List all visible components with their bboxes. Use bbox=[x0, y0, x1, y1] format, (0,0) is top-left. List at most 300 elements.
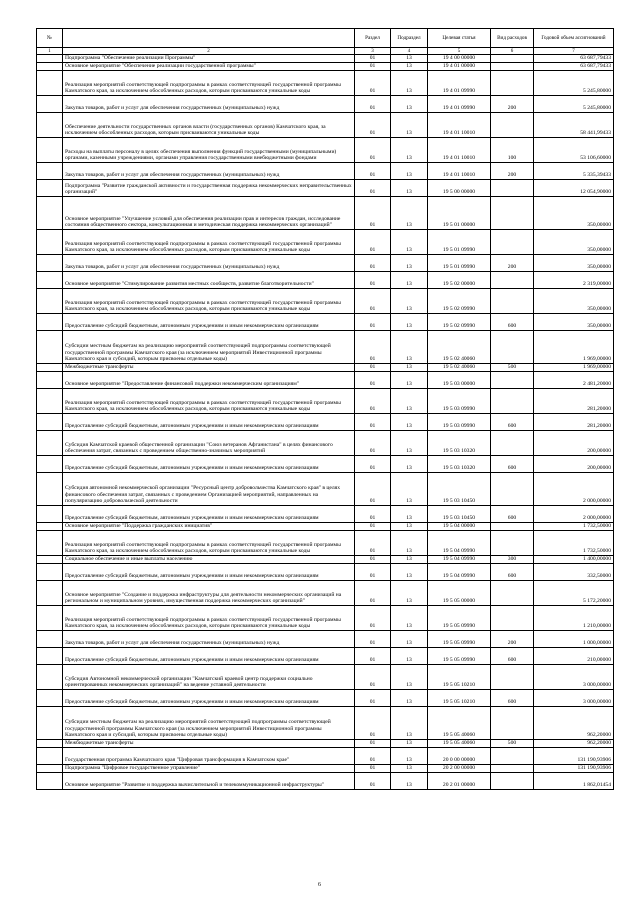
budget-table bbox=[36, 28, 614, 790]
table-row bbox=[37, 163, 614, 180]
cell-num bbox=[37, 55, 63, 63]
cell-annual-sum: 350,00000 bbox=[534, 230, 614, 255]
cell-num bbox=[37, 631, 63, 648]
cell-name: Реализация мероприятий соответствующей подпрограммы в рамках соответствующей государственной программы Камчатского края, за исключением обособленных расходов, которым присваиваются уникальные коды bbox=[63, 230, 355, 255]
cell-num bbox=[37, 531, 63, 556]
cell-target-article: 19 5 05 09990 bbox=[428, 606, 491, 631]
cell-podrazdel: 13 bbox=[391, 113, 428, 138]
table-row bbox=[37, 631, 614, 648]
cell-expense-type: 200 bbox=[491, 163, 534, 180]
table-row bbox=[37, 414, 614, 431]
cell-name: Основное мероприятие "Поддержка гражданских инициатив" bbox=[63, 523, 355, 531]
cell-name: Обеспечение деятельности государственных органов власти (государственных органов) Камчатского края, за исключением обособленных расходов, которым присваиваются уникальные коды bbox=[63, 113, 355, 138]
table-row bbox=[37, 581, 614, 606]
cell-target-article: 19 5 03 10320 bbox=[428, 431, 491, 456]
cell-annual-sum: 210,00000 bbox=[534, 648, 614, 665]
cell-name: Реализация мероприятий соответствующей подпрограммы в рамках соответствующей государственной программы Камчатского края, за исключением обособленных расходов, которым присваиваются уникальные коды bbox=[63, 289, 355, 314]
cell-expense-type: 500 bbox=[491, 740, 534, 748]
cell-annual-sum: 2 000,00000 bbox=[534, 473, 614, 506]
cell-name: Закупка товаров, работ и услуг для обеспечения государственных (муниципальных) нужд bbox=[63, 631, 355, 648]
cell-name: Основное мероприятие "Развитие и поддержка вычислительной и телекоммуникационной инфраструктуры" bbox=[63, 773, 355, 790]
cell-podrazdel: 13 bbox=[391, 581, 428, 606]
cell-name: Закупка товаров, работ и услуг для обеспечения государственных (муниципальных) нужд bbox=[63, 163, 355, 180]
cell-razdel: 01 bbox=[355, 63, 391, 71]
cell-expense-type bbox=[491, 473, 534, 506]
cell-target-article: 19 5 03 09990 bbox=[428, 414, 491, 431]
cell-annual-sum: 962,20000 bbox=[534, 707, 614, 740]
cell-target-article: 19 5 02 40060 bbox=[428, 331, 491, 364]
cell-target-article: 19 4 01 10010 bbox=[428, 163, 491, 180]
cell-annual-sum: 58 441,99433 bbox=[534, 113, 614, 138]
cell-annual-sum: 1 732,50000 bbox=[534, 523, 614, 531]
column-number: 5 bbox=[428, 48, 491, 55]
cell-expense-type bbox=[491, 331, 534, 364]
cell-target-article: 19 4 01 10010 bbox=[428, 138, 491, 163]
header-razdel: Раздел bbox=[355, 29, 391, 48]
cell-expense-type bbox=[491, 531, 534, 556]
cell-expense-type: 600 bbox=[491, 648, 534, 665]
cell-num bbox=[37, 648, 63, 665]
cell-razdel: 01 bbox=[355, 456, 391, 473]
cell-num bbox=[37, 556, 63, 564]
cell-razdel: 01 bbox=[355, 740, 391, 748]
table-row bbox=[37, 740, 614, 748]
column-number: 7 bbox=[534, 48, 614, 55]
cell-target-article: 19 4 00 00000 bbox=[428, 55, 491, 63]
header-expense-type: Вид расходов bbox=[491, 29, 534, 48]
cell-razdel: 01 bbox=[355, 564, 391, 581]
cell-target-article: 19 5 04 00000 bbox=[428, 523, 491, 531]
column-number: 1 bbox=[37, 48, 63, 55]
cell-num bbox=[37, 665, 63, 690]
cell-name: Основное мероприятие "Улучшение условий для обеспечения реализации прав и интересов граждан, исследование состояния общественного сектора, консультационная и методическая поддержка некоммерческих организаций" bbox=[63, 197, 355, 230]
cell-razdel: 01 bbox=[355, 197, 391, 230]
cell-num bbox=[37, 63, 63, 71]
cell-target-article: 19 5 02 00000 bbox=[428, 272, 491, 289]
cell-expense-type: 600 bbox=[491, 314, 534, 331]
cell-expense-type bbox=[491, 230, 534, 255]
cell-num bbox=[37, 372, 63, 389]
cell-expense-type bbox=[491, 707, 534, 740]
column-number: 3 bbox=[355, 48, 391, 55]
cell-num bbox=[37, 414, 63, 431]
cell-razdel: 01 bbox=[355, 606, 391, 631]
cell-razdel: 01 bbox=[355, 748, 391, 765]
cell-podrazdel: 13 bbox=[391, 230, 428, 255]
cell-target-article: 19 5 00 00000 bbox=[428, 180, 491, 197]
cell-expense-type: 100 bbox=[491, 138, 534, 163]
cell-expense-type bbox=[491, 748, 534, 765]
cell-target-article: 19 5 01 09990 bbox=[428, 230, 491, 255]
cell-expense-type bbox=[491, 63, 534, 71]
column-number: 6 bbox=[491, 48, 534, 55]
column-number: 4 bbox=[391, 48, 428, 55]
cell-num bbox=[37, 180, 63, 197]
cell-podrazdel: 13 bbox=[391, 431, 428, 456]
cell-podrazdel: 13 bbox=[391, 272, 428, 289]
cell-target-article: 20 0 00 00000 bbox=[428, 748, 491, 765]
cell-razdel: 01 bbox=[355, 230, 391, 255]
table-row bbox=[37, 331, 614, 364]
cell-name: Предоставление субсидий бюджетным, автономным учреждениям и иным некоммерческим организациям bbox=[63, 648, 355, 665]
cell-target-article: 19 5 04 09990 bbox=[428, 531, 491, 556]
cell-num bbox=[37, 690, 63, 707]
header-name bbox=[63, 29, 355, 48]
cell-target-article: 19 4 01 00000 bbox=[428, 63, 491, 71]
cell-annual-sum: 332,50000 bbox=[534, 564, 614, 581]
cell-expense-type bbox=[491, 431, 534, 456]
cell-razdel: 01 bbox=[355, 431, 391, 456]
cell-target-article: 19 5 02 40060 bbox=[428, 364, 491, 372]
table-row bbox=[37, 364, 614, 372]
cell-expense-type: 600 bbox=[491, 690, 534, 707]
cell-annual-sum: 1 000,00000 bbox=[534, 631, 614, 648]
cell-num bbox=[37, 230, 63, 255]
cell-name: Закупка товаров, работ и услуг для обеспечения государственных (муниципальных) нужд bbox=[63, 255, 355, 272]
cell-podrazdel: 13 bbox=[391, 55, 428, 63]
cell-expense-type bbox=[491, 55, 534, 63]
cell-num bbox=[37, 272, 63, 289]
cell-podrazdel: 13 bbox=[391, 606, 428, 631]
cell-podrazdel: 13 bbox=[391, 138, 428, 163]
cell-annual-sum: 2 319,00000 bbox=[534, 272, 614, 289]
table-row bbox=[37, 773, 614, 790]
cell-razdel: 01 bbox=[355, 272, 391, 289]
cell-podrazdel: 13 bbox=[391, 740, 428, 748]
cell-target-article: 19 5 05 00000 bbox=[428, 581, 491, 606]
cell-annual-sum: 63 687,79433 bbox=[534, 55, 614, 63]
cell-razdel: 01 bbox=[355, 138, 391, 163]
table-row bbox=[37, 289, 614, 314]
cell-target-article: 19 5 01 09990 bbox=[428, 255, 491, 272]
cell-podrazdel: 13 bbox=[391, 331, 428, 364]
cell-num bbox=[37, 456, 63, 473]
table-row bbox=[37, 113, 614, 138]
page-number: 6 bbox=[318, 882, 321, 888]
table-row bbox=[37, 389, 614, 414]
cell-razdel: 01 bbox=[355, 255, 391, 272]
cell-annual-sum: 1 400,00000 bbox=[534, 556, 614, 564]
cell-target-article: 19 5 05 40060 bbox=[428, 707, 491, 740]
cell-num bbox=[37, 431, 63, 456]
table-row bbox=[37, 690, 614, 707]
cell-podrazdel: 13 bbox=[391, 506, 428, 523]
cell-expense-type bbox=[491, 197, 534, 230]
cell-razdel: 01 bbox=[355, 506, 391, 523]
cell-razdel: 01 bbox=[355, 314, 391, 331]
cell-razdel: 01 bbox=[355, 690, 391, 707]
cell-podrazdel: 13 bbox=[391, 63, 428, 71]
cell-annual-sum: 5 335,39433 bbox=[534, 163, 614, 180]
cell-name: Основное мероприятие "Создание и поддержка инфраструктуры для деятельности некоммерческих организаций на региональном и муниципальном уровнях, имущественная поддержка некоммерческих организаций" bbox=[63, 581, 355, 606]
cell-expense-type: 600 bbox=[491, 506, 534, 523]
cell-name: Предоставление субсидий бюджетным, автономным учреждениям и иным некоммерческим организациям bbox=[63, 506, 355, 523]
table-row bbox=[37, 197, 614, 230]
cell-num bbox=[37, 255, 63, 272]
cell-annual-sum: 1 862,01454 bbox=[534, 773, 614, 790]
cell-expense-type: 600 bbox=[491, 456, 534, 473]
cell-podrazdel: 13 bbox=[391, 531, 428, 556]
cell-razdel: 01 bbox=[355, 473, 391, 506]
table-row bbox=[37, 648, 614, 665]
cell-podrazdel: 13 bbox=[391, 197, 428, 230]
cell-podrazdel: 13 bbox=[391, 690, 428, 707]
cell-name: Субсидия Камчатской краевой общественной организации "Союз ветеранов Афганистана" в целях финансового обеспечения затрат, связанных с проведением общественно-значимых мероприятий bbox=[63, 431, 355, 456]
cell-annual-sum: 962,20000 bbox=[534, 740, 614, 748]
cell-annual-sum: 1 969,00000 bbox=[534, 331, 614, 364]
cell-annual-sum: 350,00000 bbox=[534, 197, 614, 230]
cell-expense-type bbox=[491, 272, 534, 289]
cell-podrazdel: 13 bbox=[391, 473, 428, 506]
cell-name: Предоставление субсидий бюджетным, автономным учреждениям и иным некоммерческим организациям bbox=[63, 564, 355, 581]
cell-podrazdel: 13 bbox=[391, 523, 428, 531]
cell-num bbox=[37, 389, 63, 414]
cell-podrazdel: 13 bbox=[391, 748, 428, 765]
cell-razdel: 01 bbox=[355, 55, 391, 63]
cell-target-article: 19 4 01 09990 bbox=[428, 71, 491, 96]
cell-name: Реализация мероприятий соответствующей подпрограммы в рамках соответствующей государственной программы Камчатского края, за исключением обособленных расходов, которым присваиваются уникальные коды bbox=[63, 389, 355, 414]
cell-num bbox=[37, 96, 63, 113]
cell-annual-sum: 5 245,80000 bbox=[534, 96, 614, 113]
cell-target-article: 19 4 01 10010 bbox=[428, 113, 491, 138]
header-num: № bbox=[37, 29, 63, 48]
cell-name: Предоставление субсидий бюджетным, автономным учреждениям и иным некоммерческим организациям bbox=[63, 314, 355, 331]
table-row bbox=[37, 230, 614, 255]
table-row bbox=[37, 765, 614, 773]
cell-annual-sum: 5 172,20000 bbox=[534, 581, 614, 606]
cell-podrazdel: 13 bbox=[391, 707, 428, 740]
cell-razdel: 01 bbox=[355, 364, 391, 372]
cell-name: Предоставление субсидий бюджетным, автономным учреждениям и иным некоммерческим организациям bbox=[63, 690, 355, 707]
table-row bbox=[37, 71, 614, 96]
cell-name: Субсидия Автономной некоммерческой организации "Камчатский краевой центр поддержки социально ориентированных некоммерческих организаций" на ведение уставной деятельности bbox=[63, 665, 355, 690]
cell-expense-type bbox=[491, 180, 534, 197]
cell-expense-type bbox=[491, 113, 534, 138]
cell-num bbox=[37, 197, 63, 230]
cell-podrazdel: 13 bbox=[391, 364, 428, 372]
cell-podrazdel: 13 bbox=[391, 648, 428, 665]
cell-expense-type: 200 bbox=[491, 255, 534, 272]
cell-num bbox=[37, 581, 63, 606]
cell-podrazdel: 13 bbox=[391, 314, 428, 331]
cell-podrazdel: 13 bbox=[391, 414, 428, 431]
cell-name: Реализация мероприятий соответствующей подпрограммы в рамках соответствующей государственной программы Камчатского края, за исключением обособленных расходов, которым присваиваются уникальные коды bbox=[63, 71, 355, 96]
cell-expense-type bbox=[491, 372, 534, 389]
cell-razdel: 01 bbox=[355, 96, 391, 113]
cell-name: Реализация мероприятий соответствующей подпрограммы в рамках соответствующей государственной программы Камчатского края, за исключением обособленных расходов, которым присваиваются уникальные коды bbox=[63, 606, 355, 631]
table-row bbox=[37, 556, 614, 564]
cell-num bbox=[37, 523, 63, 531]
cell-annual-sum: 200,00000 bbox=[534, 431, 614, 456]
cell-target-article: 19 5 03 10450 bbox=[428, 473, 491, 506]
table-row bbox=[37, 272, 614, 289]
table-row bbox=[37, 96, 614, 113]
cell-num bbox=[37, 707, 63, 740]
cell-annual-sum: 5 245,80000 bbox=[534, 71, 614, 96]
cell-target-article: 19 5 05 10210 bbox=[428, 690, 491, 707]
cell-expense-type: 300 bbox=[491, 556, 534, 564]
cell-target-article: 19 5 05 10210 bbox=[428, 665, 491, 690]
cell-name: Подпрограмма "Цифровое государственное управление" bbox=[63, 765, 355, 773]
cell-expense-type: 200 bbox=[491, 631, 534, 648]
cell-num bbox=[37, 473, 63, 506]
cell-target-article: 20 2 01 00000 bbox=[428, 773, 491, 790]
cell-num bbox=[37, 138, 63, 163]
cell-expense-type bbox=[491, 71, 534, 96]
cell-name: Реализация мероприятий соответствующей подпрограммы в рамках соответствующей государственной программы Камчатского края, за исключением обособленных расходов, которым присваиваются уникальные коды bbox=[63, 531, 355, 556]
cell-annual-sum: 350,00000 bbox=[534, 289, 614, 314]
cell-podrazdel: 13 bbox=[391, 180, 428, 197]
cell-target-article: 19 5 04 09990 bbox=[428, 564, 491, 581]
cell-num bbox=[37, 564, 63, 581]
cell-name: Предоставление субсидий бюджетным, автономным учреждениям и иным некоммерческим организациям bbox=[63, 456, 355, 473]
cell-expense-type: 600 bbox=[491, 414, 534, 431]
table-row bbox=[37, 431, 614, 456]
cell-podrazdel: 13 bbox=[391, 372, 428, 389]
cell-expense-type bbox=[491, 773, 534, 790]
cell-razdel: 01 bbox=[355, 414, 391, 431]
cell-razdel: 01 bbox=[355, 289, 391, 314]
table-header-row bbox=[37, 29, 614, 48]
cell-razdel: 01 bbox=[355, 180, 391, 197]
cell-razdel: 01 bbox=[355, 648, 391, 665]
cell-annual-sum: 1 732,50000 bbox=[534, 531, 614, 556]
cell-expense-type bbox=[491, 389, 534, 414]
cell-razdel: 01 bbox=[355, 331, 391, 364]
cell-num bbox=[37, 748, 63, 765]
table-row bbox=[37, 523, 614, 531]
cell-name: Межбюджетные трансферты bbox=[63, 740, 355, 748]
cell-target-article: 19 5 05 09990 bbox=[428, 631, 491, 648]
column-number-row bbox=[37, 48, 614, 55]
cell-num bbox=[37, 740, 63, 748]
table-row bbox=[37, 63, 614, 71]
cell-podrazdel: 13 bbox=[391, 255, 428, 272]
cell-name: Государственная программа Камчатского края "Цифровая трансформация в Камчатском крае" bbox=[63, 748, 355, 765]
cell-razdel: 01 bbox=[355, 113, 391, 138]
cell-podrazdel: 13 bbox=[391, 564, 428, 581]
cell-expense-type bbox=[491, 581, 534, 606]
cell-annual-sum: 3 000,00000 bbox=[534, 690, 614, 707]
cell-annual-sum: 200,00000 bbox=[534, 456, 614, 473]
cell-num bbox=[37, 289, 63, 314]
cell-annual-sum: 2 481,20000 bbox=[534, 372, 614, 389]
cell-num bbox=[37, 773, 63, 790]
table-row bbox=[37, 473, 614, 506]
cell-podrazdel: 13 bbox=[391, 456, 428, 473]
cell-podrazdel: 13 bbox=[391, 389, 428, 414]
cell-target-article: 19 5 05 40060 bbox=[428, 740, 491, 748]
table-row bbox=[37, 531, 614, 556]
table-row bbox=[37, 255, 614, 272]
cell-target-article: 19 4 01 09990 bbox=[428, 96, 491, 113]
table-row bbox=[37, 564, 614, 581]
cell-name: Основное мероприятие "Обеспечение реализации государственной программы" bbox=[63, 63, 355, 71]
cell-annual-sum: 131 190,93906 bbox=[534, 748, 614, 765]
header-annual-sum: Годовой объем ассигнований bbox=[534, 29, 614, 48]
document-sheet bbox=[36, 28, 614, 790]
cell-podrazdel: 13 bbox=[391, 631, 428, 648]
cell-target-article: 20 2 00 00000 bbox=[428, 765, 491, 773]
cell-name: Закупка товаров, работ и услуг для обеспечения государственных (муниципальных) нужд bbox=[63, 96, 355, 113]
cell-name: Расходы на выплаты персоналу в целях обеспечения выполнения функций государственными (муниципальными) органами, казенными учреждениями, органами управления государственными внебюджетными фондами bbox=[63, 138, 355, 163]
table-row bbox=[37, 606, 614, 631]
cell-expense-type: 500 bbox=[491, 364, 534, 372]
cell-num bbox=[37, 113, 63, 138]
header-podrazdel: Подраздел bbox=[391, 29, 428, 48]
cell-expense-type: 600 bbox=[491, 564, 534, 581]
cell-num bbox=[37, 364, 63, 372]
cell-target-article: 19 5 04 09990 bbox=[428, 556, 491, 564]
cell-annual-sum: 281,20000 bbox=[534, 414, 614, 431]
cell-name: Основное мероприятие "Предоставление финансовой поддержки некоммерческим организациям" bbox=[63, 372, 355, 389]
cell-annual-sum: 1 969,00000 bbox=[534, 364, 614, 372]
cell-target-article: 19 5 03 10320 bbox=[428, 456, 491, 473]
table-row bbox=[37, 748, 614, 765]
cell-expense-type bbox=[491, 523, 534, 531]
table-row bbox=[37, 506, 614, 523]
cell-razdel: 01 bbox=[355, 163, 391, 180]
cell-annual-sum: 53 106,60000 bbox=[534, 138, 614, 163]
cell-target-article: 19 5 02 09990 bbox=[428, 289, 491, 314]
cell-expense-type: 200 bbox=[491, 96, 534, 113]
cell-name: Межбюджетные трансферты bbox=[63, 364, 355, 372]
cell-target-article: 19 5 03 09990 bbox=[428, 389, 491, 414]
cell-expense-type bbox=[491, 289, 534, 314]
cell-name: Основное мероприятие "Стимулирование развития местных сообществ, развитие благотворительности" bbox=[63, 272, 355, 289]
table-row bbox=[37, 180, 614, 197]
cell-target-article: 19 5 03 10450 bbox=[428, 506, 491, 523]
cell-podrazdel: 13 bbox=[391, 163, 428, 180]
cell-expense-type bbox=[491, 665, 534, 690]
header-target-article: Целевая статья bbox=[428, 29, 491, 48]
cell-podrazdel: 13 bbox=[391, 289, 428, 314]
cell-name: Подпрограмма "Обеспечение реализации Программы" bbox=[63, 55, 355, 63]
table-row bbox=[37, 456, 614, 473]
table-row bbox=[37, 665, 614, 690]
cell-podrazdel: 13 bbox=[391, 773, 428, 790]
cell-razdel: 01 bbox=[355, 523, 391, 531]
cell-razdel: 01 bbox=[355, 773, 391, 790]
cell-name: Субсидия автономной некоммерческой организации "Ресурсный центр добровольчества Камчатского края" в целях финансового обеспечения затрат, связанных с проведением Организацией мероприятий, направленных на популяризацию добровольческой деятельности bbox=[63, 473, 355, 506]
cell-num bbox=[37, 606, 63, 631]
cell-podrazdel: 13 bbox=[391, 96, 428, 113]
cell-num bbox=[37, 331, 63, 364]
table-body bbox=[37, 55, 614, 790]
cell-annual-sum: 3 000,00000 bbox=[534, 665, 614, 690]
cell-podrazdel: 13 bbox=[391, 71, 428, 96]
cell-razdel: 01 bbox=[355, 631, 391, 648]
cell-annual-sum: 281,20000 bbox=[534, 389, 614, 414]
table-row bbox=[37, 314, 614, 331]
cell-num bbox=[37, 314, 63, 331]
cell-podrazdel: 13 bbox=[391, 665, 428, 690]
cell-podrazdel: 13 bbox=[391, 556, 428, 564]
table-row bbox=[37, 707, 614, 740]
cell-expense-type bbox=[491, 765, 534, 773]
cell-name: Социальное обеспечение и иные выплаты населению bbox=[63, 556, 355, 564]
table-row bbox=[37, 372, 614, 389]
cell-target-article: 19 5 02 09990 bbox=[428, 314, 491, 331]
cell-target-article: 19 5 05 09990 bbox=[428, 648, 491, 665]
cell-razdel: 01 bbox=[355, 389, 391, 414]
table-row bbox=[37, 55, 614, 63]
cell-razdel: 01 bbox=[355, 531, 391, 556]
cell-name: Субсидии местным бюджетам на реализацию мероприятий соответствующей подпрограммы соответствующей государственной программы Камчатского края (за исключением мероприятий Инвестиционной программы Камчатского края и субсидий, которым присвоены отдельные коды) bbox=[63, 707, 355, 740]
cell-expense-type bbox=[491, 606, 534, 631]
cell-name: Субсидии местным бюджетам на реализацию мероприятий соответствующей подпрограммы соответствующей государственной программы Камчатского края (за исключением мероприятий Инвестиционной программы Камчатского края и субсидий, которым присвоены отдельные коды) bbox=[63, 331, 355, 364]
cell-annual-sum: 2 000,00000 bbox=[534, 506, 614, 523]
